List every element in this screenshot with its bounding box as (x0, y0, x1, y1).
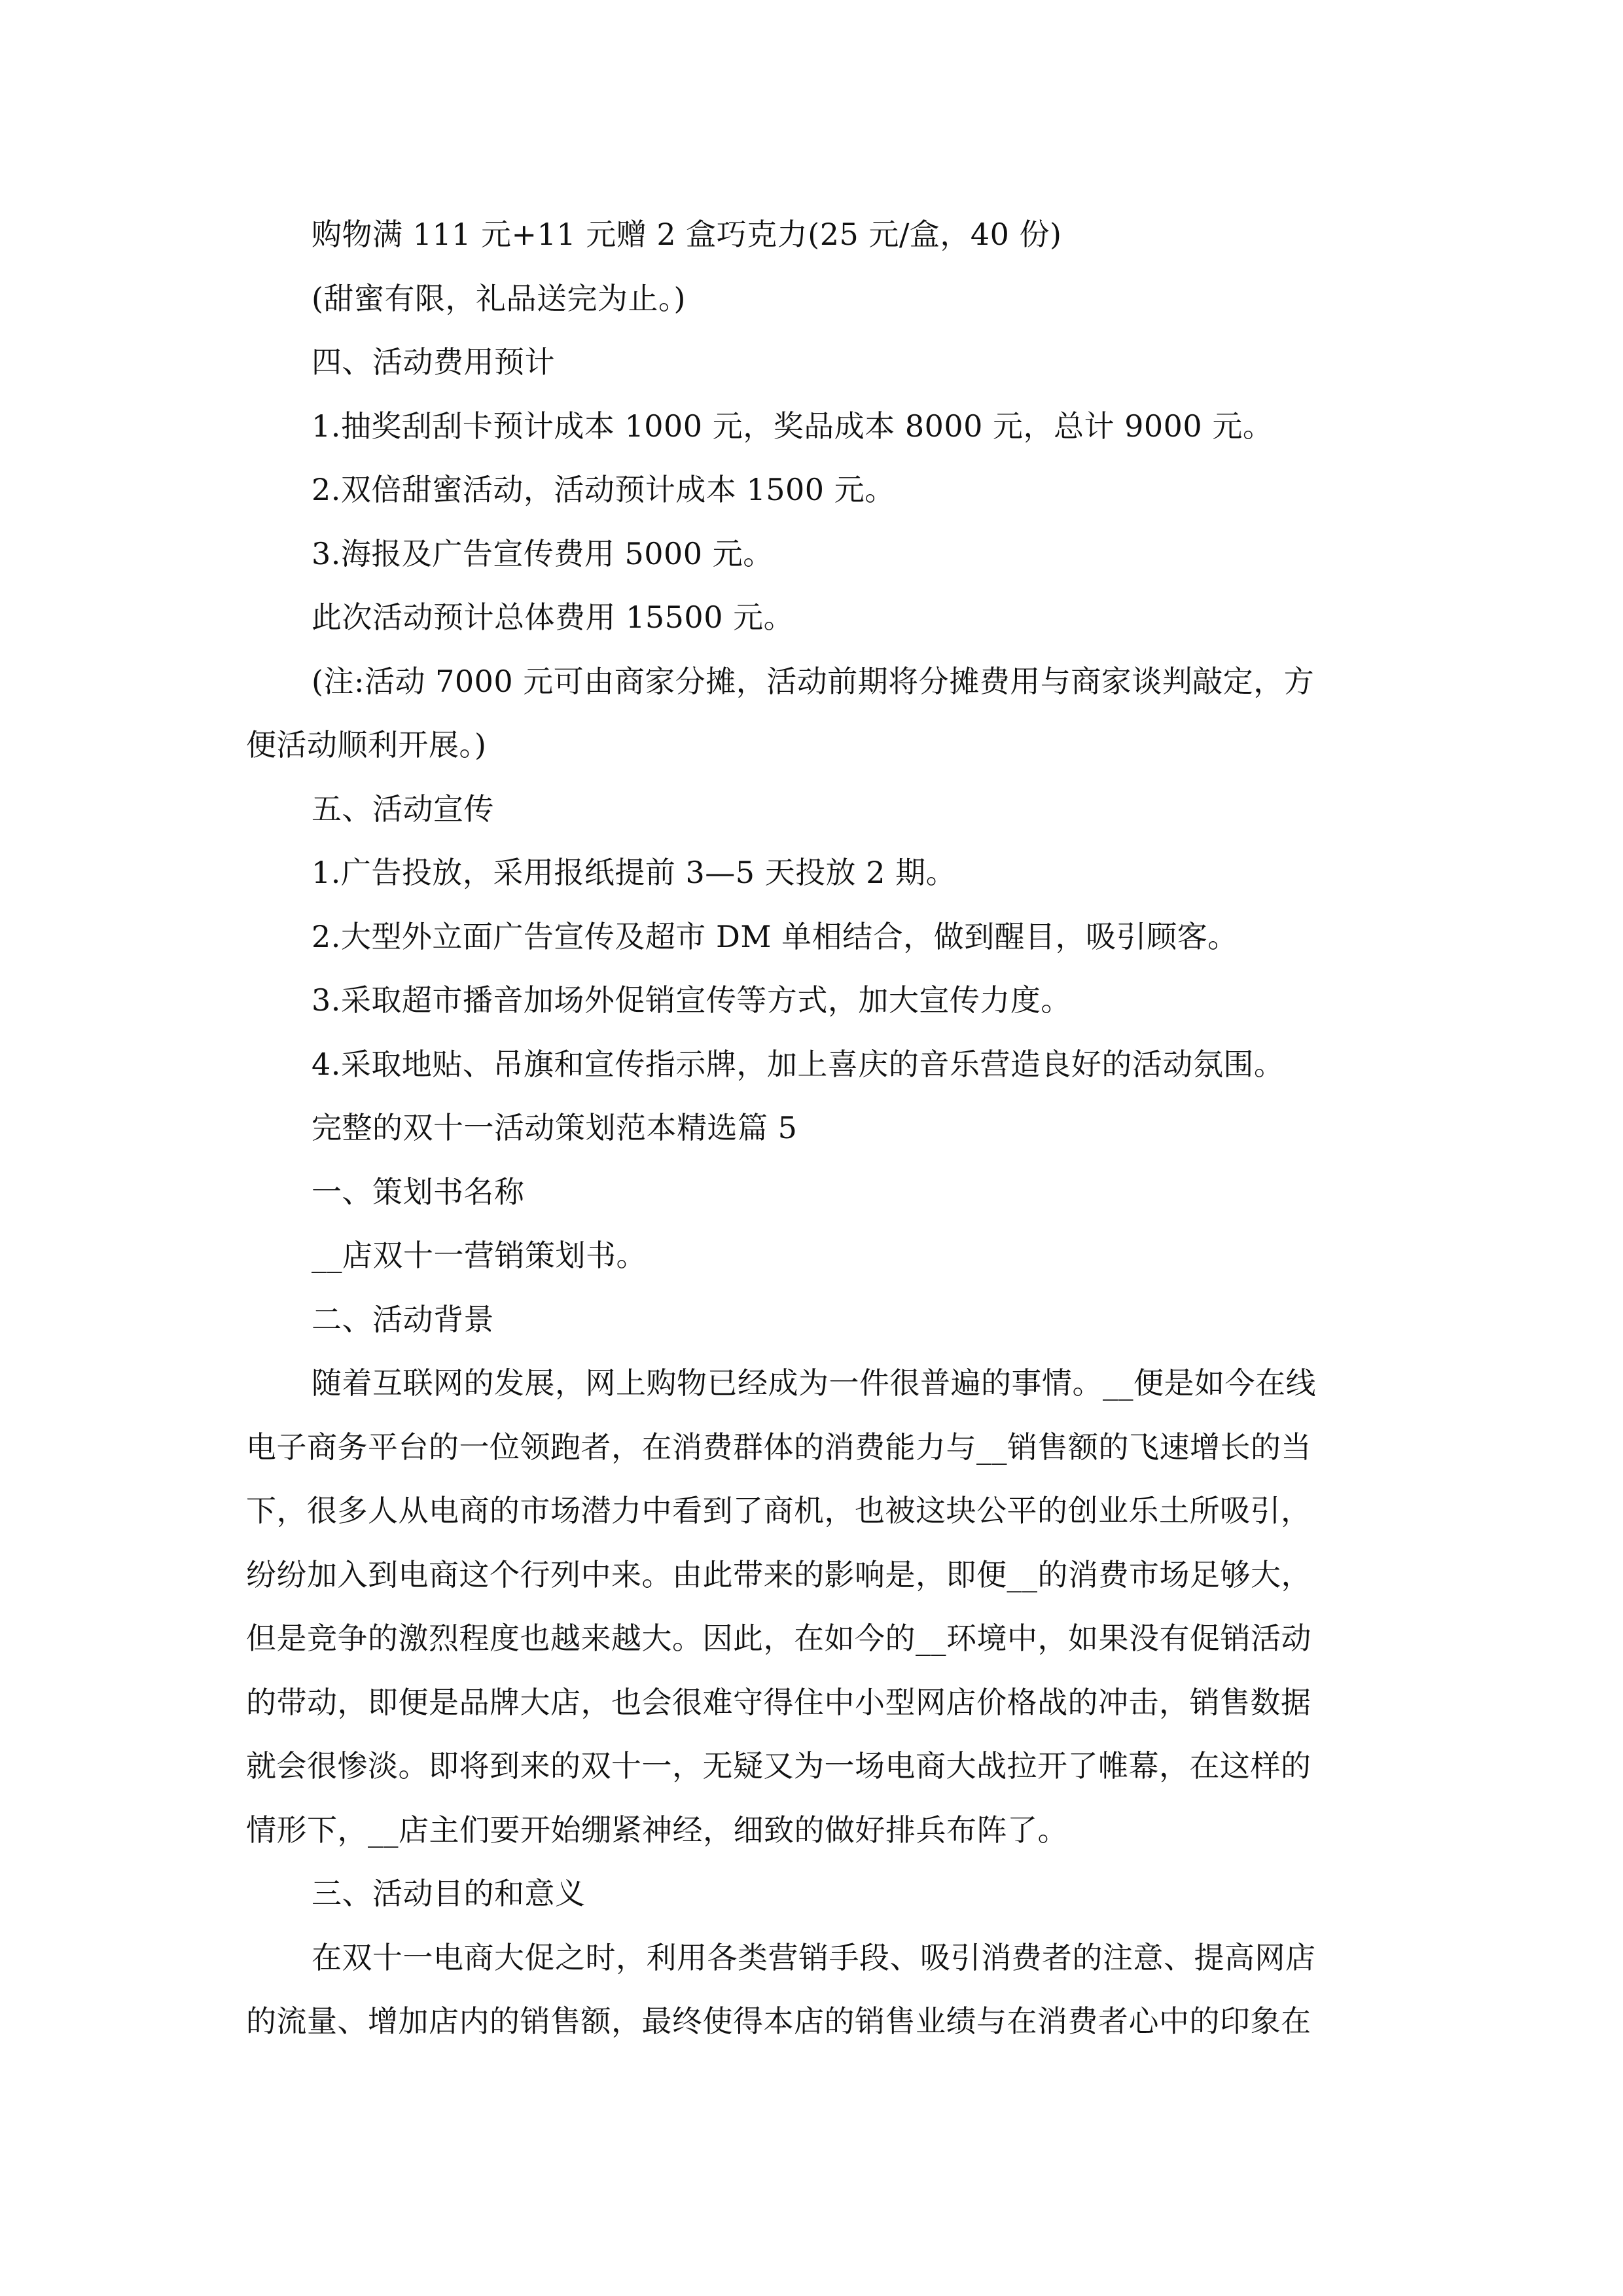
document-body (246, 203, 1380, 2054)
text-line: 纷纷加入到电商这个行列中来。由此带来的影响是，即便__的消费市场足够大， (246, 1556, 1311, 1592)
text-line: 的带动，即便是品牌大店，也会很难守得住中小型网店价格战的冲击，销售数据 (246, 1684, 1311, 1720)
text-line: (甜蜜有限，礼品送完为止。) (312, 280, 686, 316)
text-line: 三、活动目的和意义 (312, 1876, 586, 1911)
text-line: 此次活动预计总体费用 15500 元。 (312, 600, 794, 635)
text-line: 电子商务平台的一位领跑者，在消费群体的消费能力与__销售额的飞速增长的当 (246, 1429, 1311, 1465)
text-line: 2.大型外立面广告宣传及超市 DM 单相结合，做到醒目，吸引顾客。 (312, 918, 1238, 954)
text-line: 就会很惨淡。即将到来的双十一，无疑又为一场电商大战拉开了帷幕，在这样的 (246, 1748, 1311, 1784)
text-line: 1.广告投放，采用报纸提前 3—5 天投放 2 期。 (312, 855, 957, 890)
text-line: 情形下，__店主们要开始绷紧神经，细致的做好排兵布阵了。 (246, 1812, 1068, 1848)
text-line: 在双十一电商大促之时，利用各类营销手段、吸引消费者的注意、提高网店 (312, 1939, 1316, 1975)
text-line: 3.采取超市播音加场外促销宣传等方式，加大宣传力度。 (312, 982, 1071, 1018)
text-line: 的流量、增加店内的销售额，最终使得本店的销售业绩与在消费者心中的印象在 (246, 2003, 1311, 2039)
text-line: 3.海报及广告宣传费用 5000 元。 (312, 535, 774, 571)
text-line: 2.双倍甜蜜活动，活动预计成本 1500 元。 (312, 472, 895, 507)
text-line: 4.采取地贴、吊旗和宣传指示牌，加上喜庆的音乐营造良好的活动氛围。 (312, 1046, 1285, 1082)
text-line: 下，很多人从电商的市场潜力中看到了商机，也被这块公平的创业乐土所吸引， (246, 1493, 1311, 1528)
text-line: 便活动顺利开展。) (246, 727, 487, 762)
text-line: 1.抽奖刮刮卡预计成本 1000 元，奖品成本 8000 元，总计 9000 元。 (312, 408, 1274, 444)
text-line: 随着互联网的发展，网上购物已经成为一件很普遍的事情。__便是如今在线 (312, 1365, 1316, 1401)
text-line: 二、活动背景 (312, 1301, 494, 1337)
text-line: 四、活动费用预计 (312, 344, 555, 380)
text-line: 一、策划书名称 (312, 1174, 525, 1210)
text-line: 五、活动宣传 (312, 791, 494, 827)
text-line: 完整的双十一活动策划范本精选篇 5 (312, 1110, 798, 1145)
text-line: (注:活动 7000 元可由商家分摊，活动前期将分摊费用与商家谈判敲定，方 (312, 663, 1315, 699)
text-line: 但是竞争的激烈程度也越来越大。因此，在如今的__环境中，如果没有促销活动 (246, 1621, 1311, 1656)
text-line: __店双十一营销策划书。 (312, 1238, 647, 1273)
text-line: 购物满 111 元+11 元赠 2 盒巧克力(25 元/盒，40 份) (312, 217, 1062, 252)
